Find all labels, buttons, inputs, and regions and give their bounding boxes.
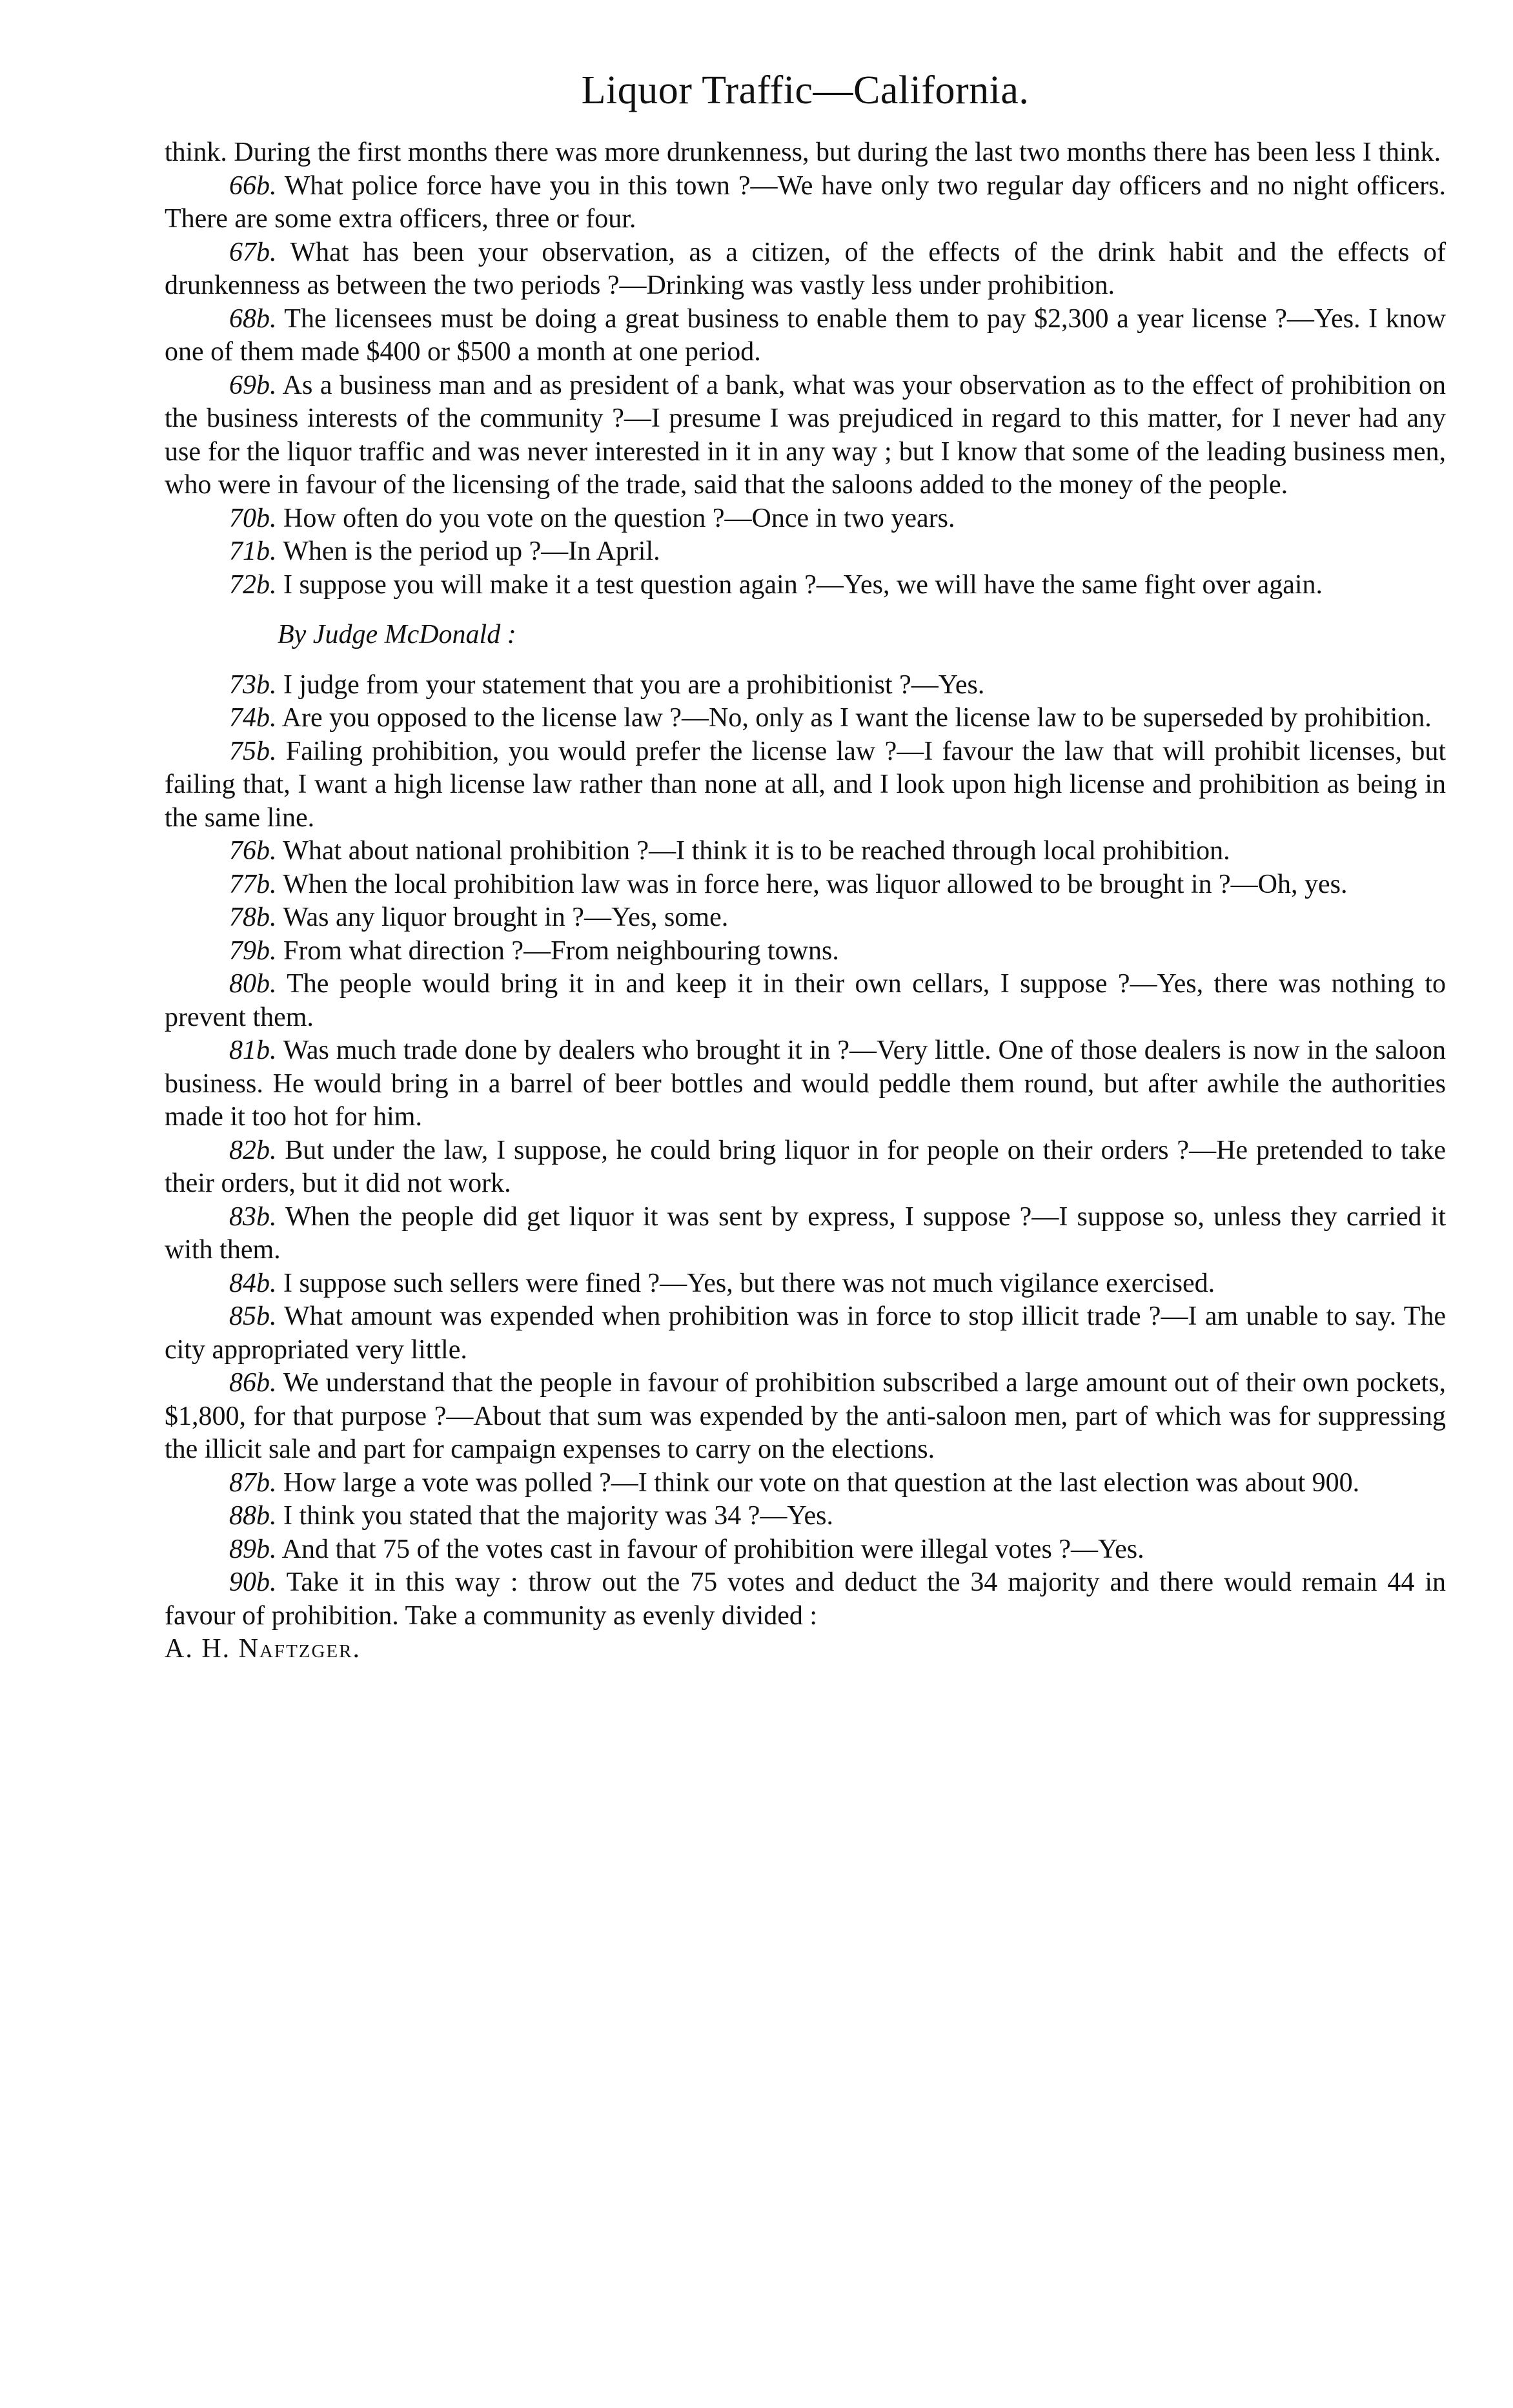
qa-paragraph	[165, 735, 1446, 835]
question-number: 80b.	[229, 969, 277, 999]
qa-list-second	[165, 669, 1446, 1633]
qa-paragraph	[165, 569, 1446, 602]
qa-paragraph	[165, 1300, 1446, 1367]
qa-paragraph	[165, 1367, 1446, 1467]
question-number: 74b.	[229, 703, 277, 733]
question-number: 66b.	[229, 170, 277, 201]
question-number: 87b.	[229, 1467, 277, 1498]
question-number: 75b.	[229, 736, 277, 766]
question-answer-text: When is the period up ?—In April.	[276, 536, 660, 566]
witness-signature: A. H. Naftzger.	[165, 1634, 361, 1664]
question-answer-text: As a business man and as president of a bank, what was your observation as to the effect of prohibition on the business interests of the community ?—I presume I was prejudiced in regard to this matter, for I never had any use for the liquor traffic and was never interested in it in any way ; but I know that some of the leading business men, who were in favour of the licensing of the trade, said that the saloons added to the money of the people.	[165, 370, 1446, 500]
testimony-body	[165, 136, 1446, 1666]
question-answer-text: What about national prohibition ?—I think it is to be reached through local prohibition.	[276, 836, 1230, 866]
qa-paragraph	[165, 236, 1446, 303]
question-answer-text: I suppose such sellers were fined ?—Yes, but there was not much vigilance exercised.	[276, 1268, 1215, 1298]
question-answer-text: When the people did get liquor it was sent by express, I suppose ?—I suppose so, unless they carried it with them.	[165, 1201, 1446, 1265]
qa-paragraph	[165, 935, 1446, 968]
question-number: 85b.	[229, 1301, 277, 1331]
question-answer-text: Failing prohibition, you would prefer the license law ?—I favour the law that will prohibit licenses, but failing that, I want a high license law rather than none at all, and I look upon high license and prohibition as being in the same line.	[165, 736, 1446, 833]
qa-paragraph	[165, 170, 1446, 236]
qa-paragraph	[165, 835, 1446, 868]
question-answer-text: The licensees must be doing a great business to enable them to pay $2,300 a year license ?—Yes. I know one of them made $400 or $500 a month at one period.	[165, 303, 1446, 367]
question-answer-text: When the local prohibition law was in force here, was liquor allowed to be brought in ?—Oh, yes.	[276, 869, 1348, 899]
question-number: 81b.	[229, 1036, 277, 1065]
question-answer-text: How often do you vote on the question ?—Once in two years.	[276, 503, 955, 533]
question-number: 69b.	[229, 370, 277, 400]
question-answer-text: From what direction ?—From neighbouring towns.	[276, 935, 839, 966]
question-number: 77b.	[229, 869, 277, 899]
question-number: 82b.	[229, 1135, 277, 1165]
question-number: 86b.	[229, 1368, 277, 1398]
question-answer-text: I suppose you will make it a test question again ?—Yes, we will have the same fight over again.	[276, 569, 1323, 600]
question-answer-text: I think you stated that the majority was 34 ?—Yes.	[276, 1501, 833, 1531]
running-title: Liquor Traffic—California.	[581, 68, 1030, 112]
qa-paragraph	[165, 1467, 1446, 1500]
question-number: 84b.	[229, 1268, 277, 1298]
question-number: 73b.	[229, 669, 277, 700]
qa-paragraph	[165, 1034, 1446, 1134]
document-page	[165, 68, 1446, 1666]
qa-paragraph	[165, 303, 1446, 369]
qa-paragraph	[165, 1566, 1446, 1633]
question-answer-text: But under the law, I suppose, he could bring liquor in for people on their orders ?—He pretended to take their orders, but it did not work.	[165, 1135, 1446, 1198]
qa-paragraph	[165, 868, 1446, 902]
qa-paragraph	[165, 669, 1446, 702]
question-number: 83b.	[229, 1201, 277, 1232]
question-number: 78b.	[229, 903, 277, 932]
qa-paragraph	[165, 1267, 1446, 1301]
question-number: 71b.	[229, 536, 277, 566]
qa-paragraph	[165, 1134, 1446, 1201]
question-answer-text: What has been your observation, as a citizen, of the effects of the drink habit and the effects of drunkenness as between the two periods ?—Drinking was vastly less under prohibition.	[165, 237, 1446, 300]
opening-continuation: think. During the first months there was more drunkenness, but during the last two months there has been less I think.	[165, 138, 1441, 167]
qa-paragraph	[165, 369, 1446, 502]
question-number: 79b.	[229, 935, 277, 966]
question-number: 76b.	[229, 836, 277, 866]
qa-paragraph	[165, 535, 1446, 569]
question-answer-text: Take it in this way : throw out the 75 votes and deduct the 34 majority and there would remain 44 in favour of prohibition. Take a community as evenly divided :	[165, 1567, 1446, 1631]
question-number: 90b.	[229, 1567, 277, 1597]
question-answer-text: And that 75 of the votes cast in favour of prohibition were illegal votes ?—Yes.	[276, 1534, 1144, 1564]
qa-paragraph	[165, 1500, 1446, 1533]
section-heading: By Judge McDonald :	[278, 620, 516, 649]
question-answer-text: Was much trade done by dealers who brought it in ?—Very little. One of those dealers is now in the saloon business. He would bring in a barrel of beer bottles and would peddle them round, but after awhile the authorities made it too hot for him.	[165, 1036, 1446, 1132]
question-number: 67b.	[229, 237, 277, 267]
question-number: 68b.	[229, 303, 277, 334]
qa-paragraph	[165, 901, 1446, 935]
question-answer-text: How large a vote was polled ?—I think our vote on that question at the last election was about 900.	[276, 1467, 1360, 1498]
question-number: 89b.	[229, 1534, 277, 1564]
question-answer-text: Are you opposed to the license law ?—No, only as I want the license law to be superseded by prohibition.	[276, 703, 1432, 733]
qa-paragraph	[165, 1533, 1446, 1567]
question-number: 88b.	[229, 1501, 277, 1531]
question-answer-text: I judge from your statement that you are a prohibitionist ?—Yes.	[276, 669, 985, 700]
qa-paragraph	[165, 968, 1446, 1034]
question-answer-text: We understand that the people in favour of prohibition subscribed a large amount out of their own pockets, $1,800, for that purpose ?—About that sum was expended by the anti-saloon men, part of which was for suppressing the illicit sale and part for campaign expenses to carry on the elections.	[165, 1368, 1446, 1464]
question-answer-text: What police force have you in this town ?—We have only two regular day officers and no night officers. There are some extra officers, three or four.	[165, 170, 1446, 234]
question-number: 70b.	[229, 503, 277, 533]
qa-paragraph	[165, 502, 1446, 536]
question-number: 72b.	[229, 569, 277, 600]
qa-list-first	[165, 170, 1446, 602]
question-answer-text: Was any liquor brought in ?—Yes, some.	[276, 903, 729, 932]
qa-paragraph	[165, 702, 1446, 735]
qa-paragraph	[165, 1201, 1446, 1267]
question-answer-text: The people would bring it in and keep it in their own cellars, I suppose ?—Yes, there was nothing to prevent them.	[165, 969, 1446, 1032]
question-answer-text: What amount was expended when prohibition was in force to stop illicit trade ?—I am unable to say. The city appropriated very little.	[165, 1301, 1446, 1365]
